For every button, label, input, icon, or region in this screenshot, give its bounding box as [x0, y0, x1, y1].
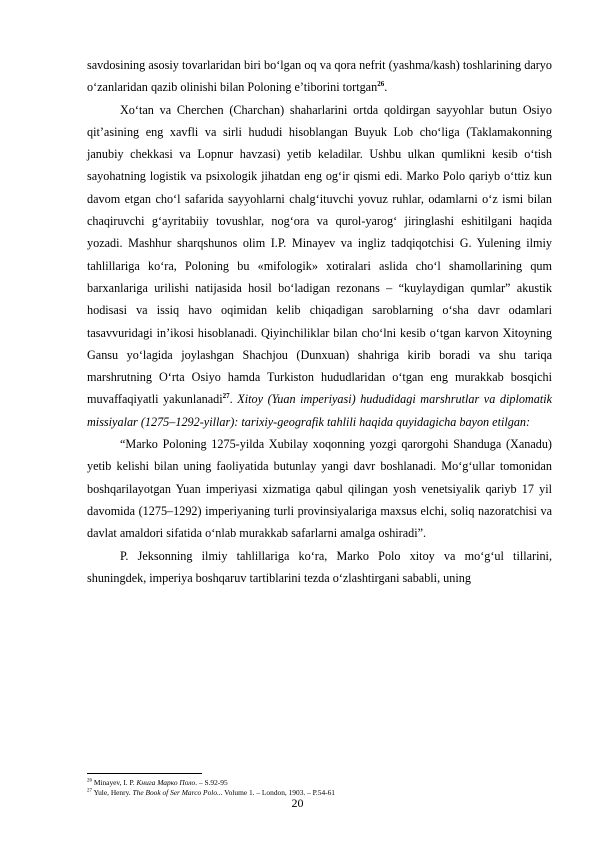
paragraph-2-end: . [229, 392, 238, 407]
footnote-details: . – S.92-95 [195, 778, 228, 787]
paragraph-4: P. Jeksonning ilmiy tahlillariga ko‘ra, Marko Polo xitoy va mo‘g‘ul tillarini, shuningdek, imperiya boshqaruv tartiblarini tezda o‘zlashtirgani sababli, uning [87, 548, 552, 585]
paragraph-2-text: Xo‘tan va Cherchen (Charchan) shaharlarini ortda qoldirgan sayyohlar butun Osiyo qit’asining eng xavfli va sirli hududi hisoblangan Buyuk Lob cho‘liga (Taklamakonning janubiy chekkasi va Lopnur havzasi) yetib keladilar. Ushbu ulkan qumlikni kesib o‘tish sayohatning logistik va psixologik jihatdan eng og‘ir qismi edi. Marko Polo qariyb o‘ttiz kun davom etgan cho‘l safarida sayyohlarni chalg‘ituvchi yovuz ruhlar, odamlarni o‘z ismi bilan chaqiruvchi g‘ayritabiiy tovushlar, nog‘ora va qurol-yarog‘ jiringlashi eshitilgani haqida yozadi. Mashhur sharqshunos olim I.P. Minayev va ingliz tadqiqotchisi G. Yulening ilmiy tahlillariga ko‘ra, Poloning bu «mifologik» xotiralari aslida cho‘l shamollarining qum barxanlariga urilishi natijasida hosil bo‘ladigan rezonans – “kuylaydigan qumlar” akustik hodisasi va issiq havo oqimidan kelib chiqadigan saroblarning o‘sha davr odamlari tasavvuridagi in’ikosi hisoblanadi. Qiyinchiliklar bilan cho‘lni kesib o‘tgan karvon Xitoyning Gansu yo‘lagida joylashgan Shachjou (Dunxuan) shahriga kirib boradi va shu tariqa marshrutning O‘rta Osiyo hamda Turkiston hududlaridan o‘tgan eng murakkab bosqichi muvaffaqiyatli yakunlanadi [87, 102, 552, 407]
footnote-title: The Book of Ser Marco Polo.. [132, 787, 221, 797]
footnote-number: 27 [87, 788, 92, 794]
footnote-details: . Volume 1. – London, 1903. – P.54-61 [220, 787, 336, 797]
footnote-divider [87, 773, 202, 774]
footnote-ref-26[interactable]: 26 [377, 80, 385, 89]
footnote-26 [87, 778, 552, 788]
paragraph-3-quote: “Marko Poloning 1275-yilda Xubilay xoqonning yozgi qarorgohi Shanduga (Xanadu) yetib kelishi bilan uning faoliyatida butunlay yangi davr boshlanadi. Mo‘g‘ullar tomonidan boshqarilayotgan Yuan imperiyasi xizmatiga qabul qilingan yosh venetsiyalik qariyb 17 yil davomida (1275–1292) imperiyaning turli provinsiyalariga maxsus elchi, soliq nazoratchisi va davlat amaldori sifatida o‘nlab murakkab safarlarni amalga oshiradi”. [87, 437, 552, 541]
paragraph-2-italic: Xitoy (Yuan imperiyasi) hududidagi marshrutlar va diplomatik missiyalar (1275–1292-yillar): tarixiy-geografik tahlili haqida quyidagicha bayon etilgan: [87, 392, 552, 429]
footnote-author: Minayev, I. P. [93, 778, 137, 787]
paragraph-1-end: . [384, 80, 388, 95]
paragraph-1-text: savdosining asosiy tovarlaridan biri bo‘lgan oq va qora nefrit (yashma/kash) toshlarining daryo o‘zanlaridan qazib olinishi bilan Poloning e’tiborini tortgan [87, 58, 552, 95]
body-text [87, 54, 552, 589]
paragraph-1 [87, 54, 552, 99]
footnote-ref-27[interactable]: 27 [222, 392, 230, 401]
footnote-number: 26 [87, 778, 92, 784]
footnote-title: Книга Марко Поло [136, 778, 196, 787]
paragraph-2 [87, 99, 552, 433]
footnotes [87, 778, 552, 797]
footnote-author: Yule, Henry. [93, 787, 133, 797]
page-number: 20 [291, 796, 304, 810]
